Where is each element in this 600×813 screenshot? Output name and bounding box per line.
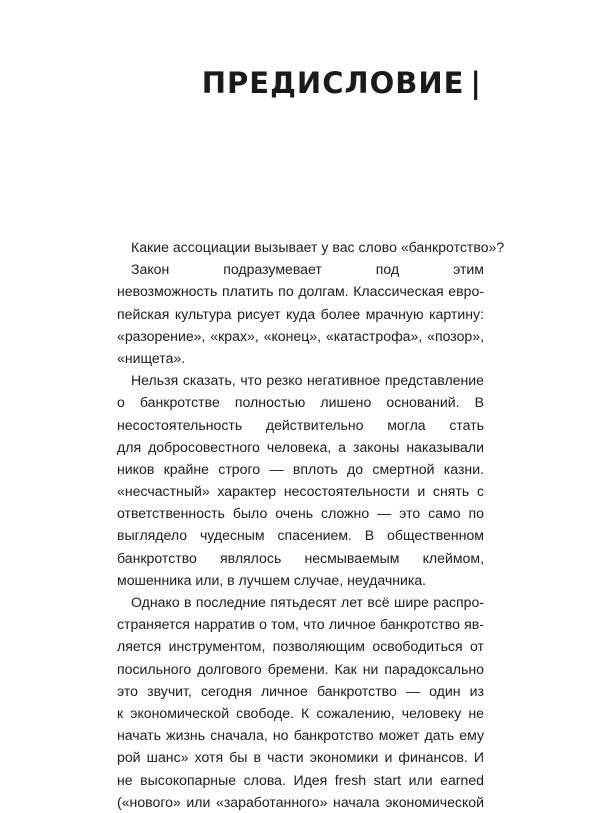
text-line: невозможность платить по долгам. Классическая евро- (117, 283, 484, 300)
text-line: «несчастный» характер несостоятельности и снять с (117, 483, 484, 500)
chapter-title (202, 66, 482, 100)
text-line: пейская культура рисует куда более мрачную картину: (117, 305, 484, 322)
chapter-title-bar: | (470, 66, 482, 100)
text-line: «разорение», «крах», «конец», «катастрофа», «позор», (117, 327, 484, 344)
text-line: мошенника или, в лучшем случае, неудачника. (117, 571, 427, 588)
text-line: Нельзя сказать, что резко негативное представление (131, 372, 484, 389)
text-line: страняется нарратив о том, что личное банкротство яв- (117, 616, 484, 633)
text-line: посильного долгового бремени. Как ни парадоксально (117, 660, 484, 677)
text-line: к экономической свободе. К сожалению, человеку не (117, 704, 484, 721)
text-line: о банкротстве полностью лишено оснований. В (117, 394, 484, 411)
text-line: не высокопарные слова. Идея fresh start или earned (117, 771, 484, 788)
text-line: выглядело чудесным спасением. В общественном (117, 527, 484, 544)
text-line: ников крайне строго — вплоть до смертной казни. (117, 460, 484, 477)
text-line: это звучит, сегодня личное банкротство — один из (117, 682, 484, 699)
body-text (117, 236, 505, 813)
text-line: несостоятельность действительно могла стать (117, 416, 484, 433)
text-line: Закон подразумевает под этим (131, 261, 484, 278)
text-line: «нищета». (117, 349, 186, 366)
text-line: банкротство являлось несмываемым клеймом, (117, 549, 484, 566)
text-line: Какие ассоциации вызывает у вас слово «банкротство»? (131, 239, 505, 255)
text-line: ответственность было очень сложно — это само по (117, 505, 484, 522)
text-line: для добросовестного человека, а законы наказывали (117, 438, 484, 455)
text-line: ляется инструментом, позволяющим освободиться от (117, 638, 484, 655)
text-line: начать жизнь сначала, но банкротство может дать ему (117, 727, 484, 744)
text-line: Однако в последние пятьдесят лет всё шире распро- (131, 594, 484, 610)
chapter-title-text: ПРЕДИСЛОВИЕ (201, 66, 465, 100)
text-line: («нового» или «заработанного» начала экономической (117, 793, 484, 810)
text-line: рой шанс» хотя бы в части экономики и финансов. И (117, 749, 484, 766)
